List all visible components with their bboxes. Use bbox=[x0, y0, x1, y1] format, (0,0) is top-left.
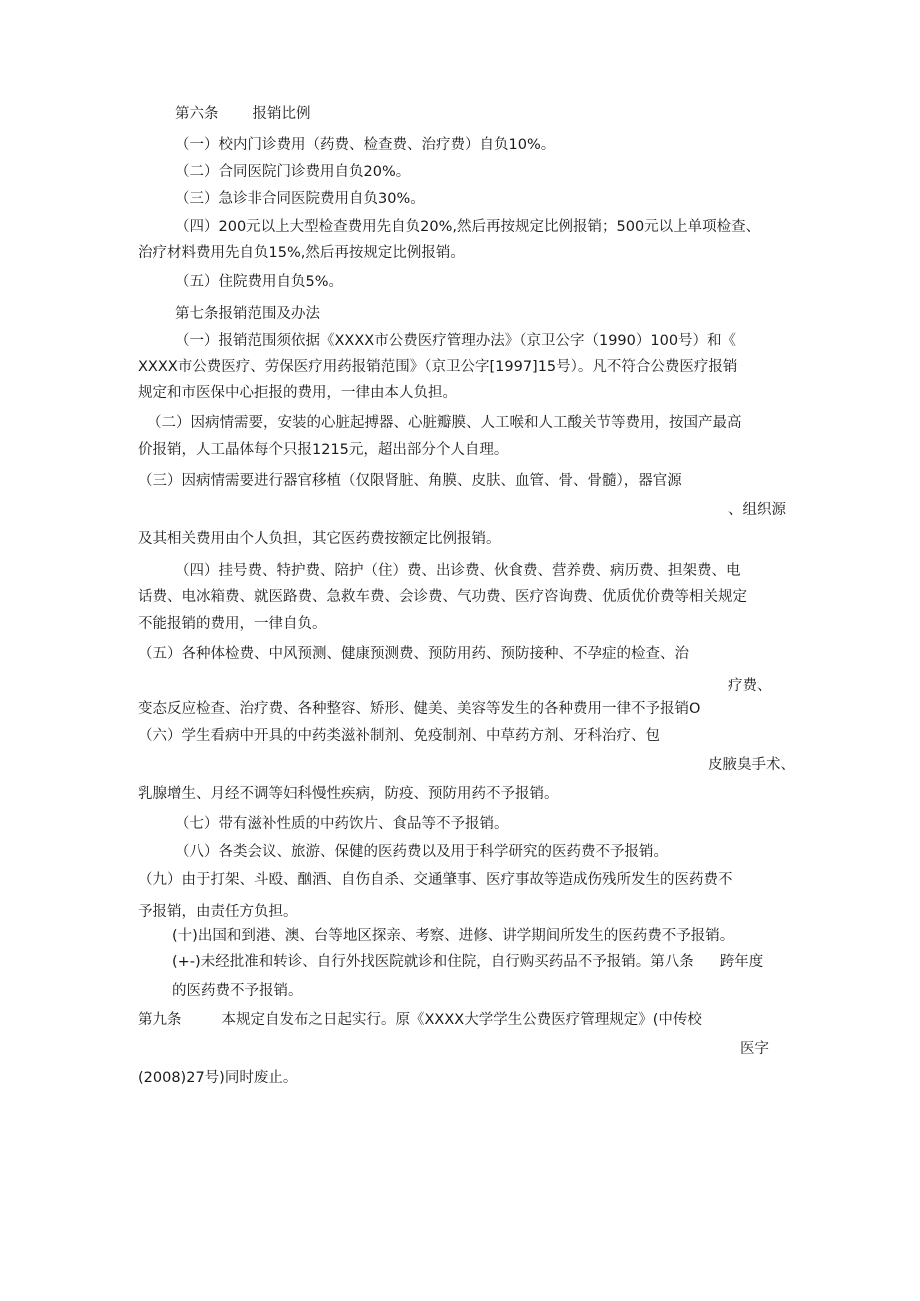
article-7-item-9-line-2: 予报销，由责任方负担。 bbox=[138, 904, 298, 920]
article-7-item-3-line-2: 、组织源 bbox=[728, 502, 786, 518]
article-7-item-4-line-2: 话费、电冰箱费、就医路费、急救车费、会诊费、气功费、医疗咨询费、优质优价费等相关规定 bbox=[138, 589, 747, 605]
article-7-item-4-line-3: 不能报销的费用，一律自负。 bbox=[138, 616, 327, 632]
article-7-item-1-line-1: （一）报销范围须依据《XXXX市公费医疗管理办法》（京卫公字（1990）100号）和《 bbox=[175, 333, 737, 349]
article-9-line-1 bbox=[138, 1010, 702, 1030]
article-6-item-2: （二）合同医院门诊费用自负20%。 bbox=[175, 164, 411, 180]
article-7-item-1-line-3: 规定和市医保中心拒报的费用，一律由本人负担。 bbox=[138, 385, 457, 401]
article-8-text-end: 的医药费不予报销。 bbox=[172, 983, 303, 999]
article-7-item-5-line-3: 变态反应检查、治疗费、各种整容、矫形、健美、美容等发生的各种费用一律不予报销O bbox=[138, 701, 701, 717]
article-7-item-1-line-2: XXXX市公费医疗、劳保医疗用药报销范围》（京卫公字[1997]15号）。凡不符合公费医疗报销 bbox=[138, 359, 738, 375]
article-7-item-4-line-1: （四）挂号费、特护费、陪护（住）费、出诊费、伙食费、营养费、病历费、担架费、电 bbox=[175, 563, 741, 579]
article-7-item-11-line-1 bbox=[172, 952, 763, 972]
article-7-item-11-text: (+-)未经批准和转诊、自行外找医院就诊和住院，自行购买药品不予报销。第八条 bbox=[172, 954, 694, 970]
article-7-item-8: （八）各类会议、旅游、保健的医药费以及用于科学研究的医药费不予报销。 bbox=[175, 844, 668, 860]
article-7-item-2-line-2: 价报销，人工晶体每个只报1215元，超出部分个人自理。 bbox=[138, 442, 509, 458]
article-9-number: 第九条 bbox=[138, 1012, 182, 1028]
article-7-heading: 第七条报销范围及办法 bbox=[175, 306, 320, 322]
article-6-item-1: （一）校内门诊费用（药费、检查费、治疗费）自负10%。 bbox=[175, 137, 556, 153]
article-6-item-3: （三）急诊非合同医院费用自负30%。 bbox=[175, 191, 425, 207]
article-7-item-6-line-1: （六）学生看病中开具的中药类滋补制剂、免疫制剂、中草药方剂、牙科治疗、包 bbox=[138, 728, 660, 744]
article-7-item-5-line-1: （五）各种体检费、中风预测、健康预测费、预防用药、预防接种、不孕症的检查、治 bbox=[138, 646, 689, 662]
article-7-item-2-line-1: （二）因病情需要，安装的心脏起搏器、心脏瓣膜、人工喉和人工酸关节等费用，按国产最高 bbox=[147, 415, 742, 431]
article-6-item-4-line-1: （四）200元以上大型检查费用先自负20%,然后再按规定比例报销；500元以上单项检查、 bbox=[175, 219, 761, 235]
article-9-line-3: (2008)27号)同时废止。 bbox=[138, 1070, 298, 1086]
article-6-number: 第六条 bbox=[175, 106, 219, 122]
article-7-item-3-line-1: （三）因病情需要进行器官移植（仅限肾脏、角膜、皮肤、血管、骨、骨髓），器官源 bbox=[138, 473, 682, 489]
article-7-item-10: (十)出国和到港、澳、台等地区探亲、考察、进修、讲学期间所发生的医药费不予报销。 bbox=[172, 928, 735, 944]
article-8-text-start: 跨年度 bbox=[719, 954, 764, 970]
article-6-item-5: （五）住院费用自负5%。 bbox=[175, 274, 344, 290]
article-7-item-3-line-3: 及其相关费用由个人负担，其它医药费按额定比例报销。 bbox=[138, 531, 501, 547]
article-7-item-5-line-2: 疗费、 bbox=[728, 678, 772, 694]
article-7-item-6-line-3: 乳腺增生、月经不调等妇科慢性疾病，防疫、预防用药不予报销。 bbox=[138, 786, 559, 802]
article-6-item-4-line-2: 治疗材料费用先自负15%,然后再按规定比例报销。 bbox=[138, 245, 465, 261]
article-7-item-6-line-2: 皮腋臭手术、 bbox=[708, 757, 795, 773]
article-6-title: 报销比例 bbox=[252, 106, 311, 122]
article-7-item-7: （七）带有滋补性质的中药饮片、食品等不予报销。 bbox=[175, 816, 509, 832]
article-7-item-9-line-1: （九）由于打架、斗殴、酗酒、自伤自杀、交通肇事、医疗事故等造成伤残所发生的医药费不 bbox=[138, 872, 733, 888]
article-9-line-2: 医字 bbox=[740, 1041, 769, 1057]
article-9-text: 本规定自发布之日起实行。原《XXXX大学学生公费医疗管理规定》(中传校 bbox=[221, 1012, 702, 1028]
article-6-heading bbox=[175, 104, 311, 124]
